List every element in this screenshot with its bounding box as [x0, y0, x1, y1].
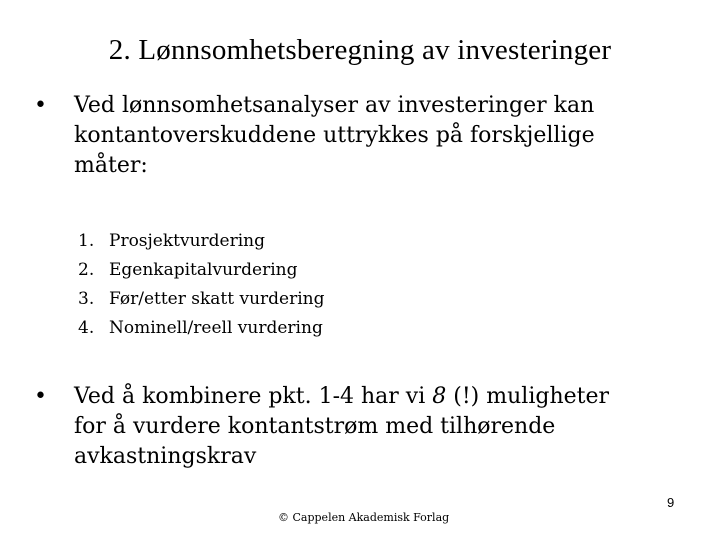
bullet-icon: • — [34, 384, 47, 409]
footer-copyright: © Cappelen Akademisk Forlag — [278, 511, 450, 524]
bullet-text-2 — [74, 382, 644, 472]
bullet-text-2-end: (!) muligheter for å vurdere kontantstrøm med tilhørende avkastningskrav — [74, 384, 610, 469]
bullet-text-1: Ved lønnsomhetsanalyser av investeringer kan kontantoverskuddene uttrykkes på forskjellige måter: — [74, 93, 595, 178]
list-item — [78, 285, 325, 314]
list-item-label: Prosjektvurdering — [109, 231, 266, 251]
list-item-number: 3. — [78, 289, 95, 309]
list-item — [78, 314, 325, 343]
bullet-text-2-start: Ved å kombinere pkt. 1-4 har vi — [74, 384, 433, 409]
bullet-point-2 — [34, 382, 644, 472]
list-item-number: 4. — [78, 318, 95, 338]
bullet-point-1 — [34, 91, 654, 181]
slide-title: 2. Lønnsomhetsberegning av investeringer — [108, 34, 612, 66]
bullet-icon: • — [34, 93, 47, 118]
list-item-label: Egenkapitalvurdering — [109, 260, 298, 280]
list-item-label: Nominell/reell vurdering — [109, 318, 323, 338]
list-item-label: Før/etter skatt vurdering — [109, 289, 325, 309]
page-number: 9 — [667, 495, 675, 510]
list-item-number: 2. — [78, 260, 95, 280]
list-item-number: 1. — [78, 231, 95, 251]
list-item — [78, 227, 325, 256]
list-item — [78, 256, 325, 285]
numbered-list — [78, 227, 325, 343]
bullet-text-2-emphasis: 8 — [432, 384, 447, 409]
